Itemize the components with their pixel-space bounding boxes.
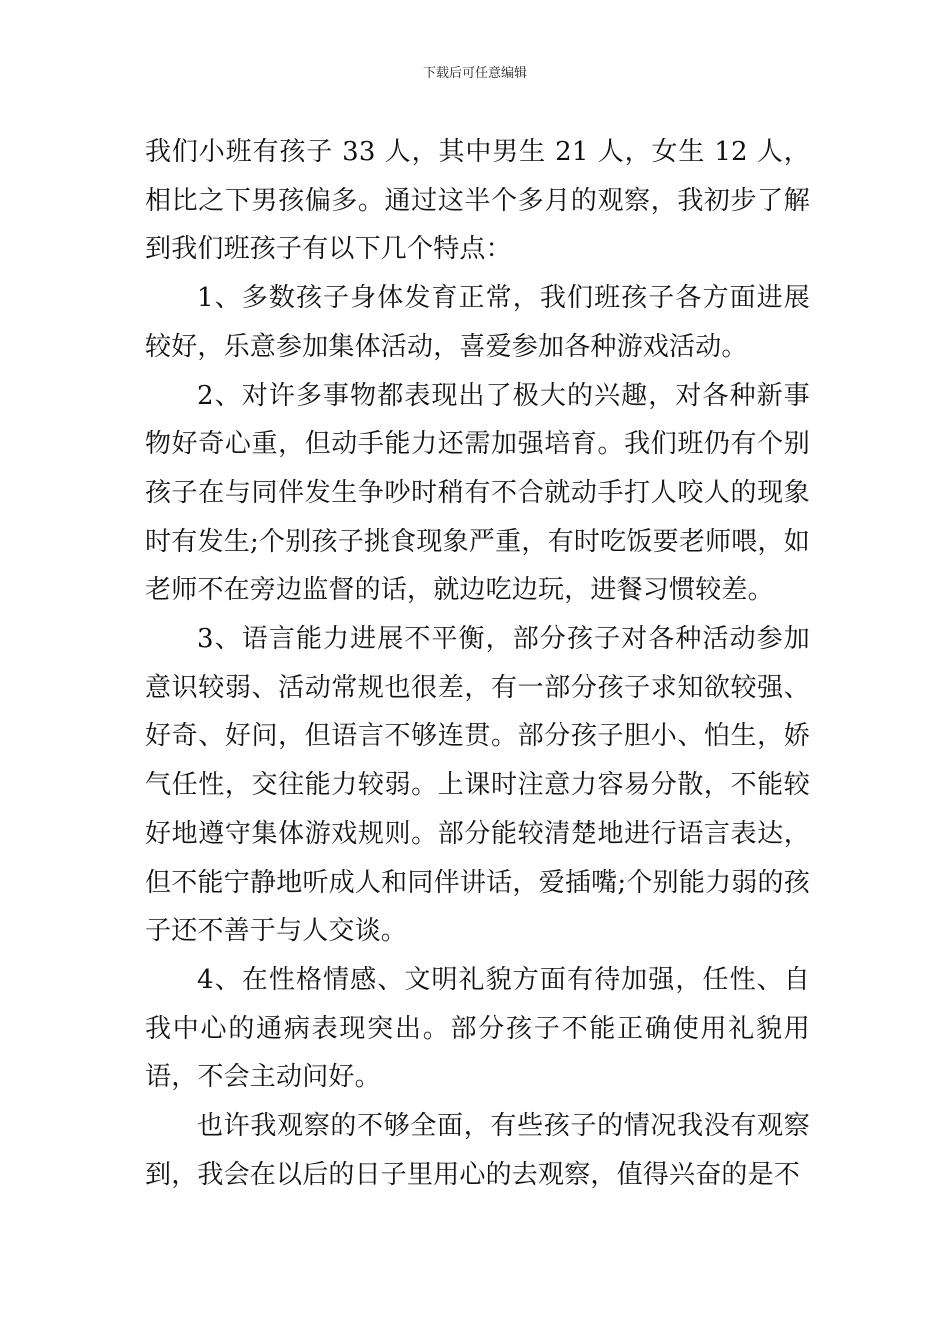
document-body (145, 128, 810, 1199)
paragraph-closing: 也许我观察的不够全面，有些孩子的情况我没有观察到，我会在以后的日子里用心的去观察，值得兴奋的是不 (145, 1111, 810, 1190)
paragraph-intro: 我们小班有孩子 33 人，其中男生 21 人，女生 12 人，相比之下男孩偏多。通过这半个多月的观察，我初步了解到我们班孩子有以下几个特点： (145, 137, 810, 265)
paragraph-point-3: 3、语言能力进展不平衡，部分孩子对各种活动参加意识较弱、活动常规也很差，有一部分孩子求知欲较强、好奇、好问，但语言不够连贯。部分孩子胆小、怕生，娇气任性，交往能力较弱。上课时注意力容易分散，不能较好地遵守集体游戏规则。部分能较清楚地进行语言表达，但不能宁静地听成人和同伴讲话，爱插嘴;个别能力弱的孩子还不善于与人交谈。 (145, 624, 810, 947)
page-header: 下载后可任意编辑 (422, 66, 527, 81)
paragraph-point-4: 4、在性格情感、文明礼貌方面有待加强，任性、自我中心的通病表现突出。部分孩子不能正确使用礼貌用语，不会主动问好。 (145, 964, 810, 1093)
paragraph-point-1: 1、多数孩子身体发育正常，我们班孩子各方面进展较好，乐意参加集体活动，喜爱参加各种游戏活动。 (145, 283, 810, 362)
paragraph-point-2: 2、对许多事物都表现出了极大的兴趣，对各种新事物好奇心重，但动手能力还需加强培育。我们班仍有个别孩子在与同伴发生争吵时稍有不合就动手打人咬人的现象时有发生;个别孩子挑食现象严重，有时吃饭要老师喂，如老师不在旁边监督的话，就边吃边玩，进餐习惯较差。 (145, 380, 810, 606)
